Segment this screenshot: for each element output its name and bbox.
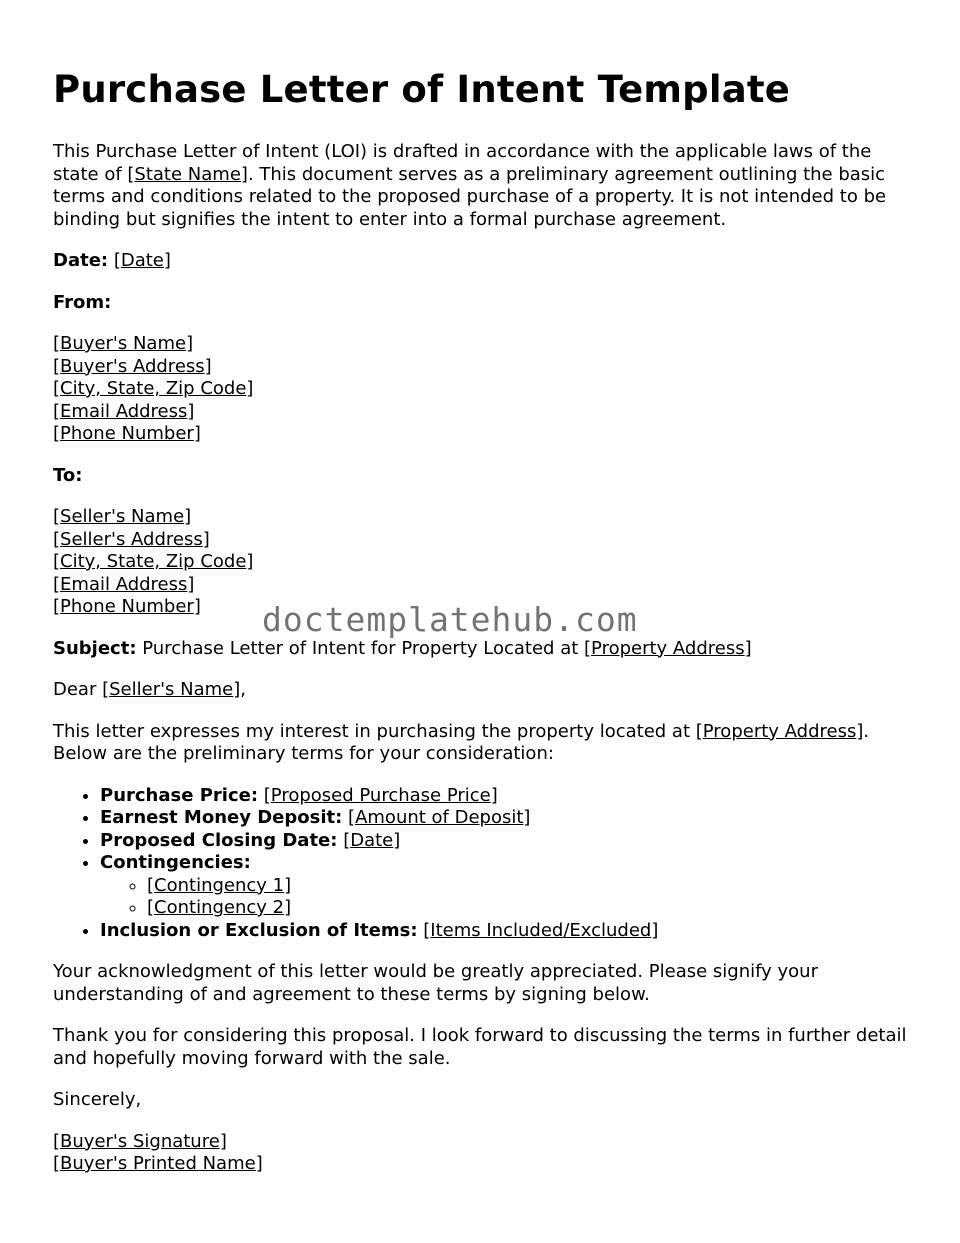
body-paragraph-2: Your acknowledgment of this letter would be greatly appreciated. Please signify your understanding of and agreement to these terms by signing below.	[53, 961, 818, 1005]
closing-line: Sincerely,	[53, 1089, 142, 1110]
earnest-money-placeholder: Amount of Deposit	[355, 807, 524, 828]
buyer-city-placeholder: City, State, Zip Code	[60, 378, 247, 399]
from-label: From:	[53, 291, 112, 313]
buyer-printed-name-placeholder: Buyer's Printed Name	[60, 1153, 256, 1174]
seller-email-placeholder: Email Address	[60, 573, 188, 595]
term-earnest-money: • Earnest Money Deposit: [Amount of Deposit]	[100, 807, 913, 830]
term-contingencies	[100, 852, 913, 920]
purchase-price-placeholder: Proposed Purchase Price	[270, 784, 491, 806]
term-purchase-price: • Purchase Price: [Proposed Purchase Price]	[100, 785, 913, 808]
to-address-block: [Seller's Name] [Seller's Address] [City, State, Zip Code] [Email Address] [Phone Number]	[53, 506, 254, 617]
intro-paragraph: This Purchase Letter of Intent (LOI) is drafted in accordance with the applicable laws of the state of [State Name]. This document serves as a preliminary agreement outlining the basic terms and conditions related to the proposed purchase of a property. It is not intended to be binding but signifies the intent to enter into a formal purchase agreement.	[53, 141, 887, 230]
body1-property-placeholder: Property Address	[702, 720, 857, 742]
watermark: doctemplatehub.com	[262, 600, 638, 639]
seller-city-placeholder: City, State, Zip Code	[60, 551, 247, 572]
salutation-suffix: ,	[240, 679, 247, 700]
buyer-phone-placeholder: Phone Number	[60, 423, 194, 444]
seller-address-placeholder: Seller's Address	[60, 528, 203, 550]
seller-name-placeholder: Seller's Name	[60, 506, 185, 527]
page-title: Purchase Letter of Intent Template	[53, 68, 791, 111]
state-name-placeholder: State Name	[134, 163, 241, 185]
from-label-line	[53, 292, 913, 315]
subject-line: Subject: Purchase Letter of Intent for Property Located at [Property Address]	[53, 637, 752, 659]
signature-block: [Buyer's Signature] [Buyer's Printed Name]	[53, 1130, 263, 1174]
from-address-block: [Buyer's Name] [Buyer's Address] [City, State, Zip Code] [Email Address] [Phone Number]	[53, 333, 254, 444]
closing-date-placeholder: Date	[350, 829, 394, 851]
body-paragraph-3: Thank you for considering this proposal. I look forward to discussing the terms in further detail and hopefully moving forward with the sale.	[53, 1025, 907, 1069]
closing-date-label: Proposed Closing Date:	[100, 829, 338, 851]
term-inclusion-exclusion: • Inclusion or Exclusion of Items: [Items Included/Excluded]	[100, 920, 913, 943]
body-paragraph-1: This letter expresses my interest in purchasing the property located at [Property Address]. Below are the preliminary terms for your consideration:	[53, 720, 870, 764]
intro-text-1: This Purchase Letter of Intent (LOI) is drafted in accordance with the applicable laws of the state of	[53, 141, 872, 185]
terms-list	[53, 785, 913, 943]
date-line: Date: [Date]	[53, 250, 171, 271]
purchase-price-label: Purchase Price:	[100, 784, 259, 806]
contingencies-list	[100, 875, 913, 920]
contingency-2-placeholder: Contingency 2	[154, 897, 285, 918]
contingencies-label: Contingencies:	[100, 852, 251, 873]
buyer-signature-placeholder: Buyer's Signature	[60, 1130, 220, 1152]
salutation-seller-placeholder: Seller's Name	[109, 679, 234, 700]
subject-label: Subject:	[53, 637, 137, 659]
to-label-line	[53, 465, 913, 488]
contingency-item: ◦ [Contingency 2]	[147, 897, 913, 920]
term-closing-date: • Proposed Closing Date: [Date]	[100, 830, 913, 853]
subject-property-placeholder: Property Address	[591, 637, 745, 659]
seller-phone-placeholder: Phone Number	[60, 596, 194, 617]
subject-text: Purchase Letter of Intent for Property Located at	[136, 637, 585, 659]
to-label: To:	[53, 464, 83, 486]
buyer-email-placeholder: Email Address	[60, 400, 188, 422]
inclusion-placeholder: Items Included/Excluded	[430, 919, 652, 941]
document-page	[53, 66, 913, 1195]
buyer-name-placeholder: Buyer's Name	[60, 333, 187, 354]
body1-text-1: This letter expresses my interest in purchasing the property located at	[53, 720, 696, 742]
buyer-address-placeholder: Buyer's Address	[60, 355, 205, 377]
salutation-prefix: Dear	[53, 679, 103, 700]
earnest-money-label: Earnest Money Deposit:	[100, 807, 343, 828]
intro-text-2: . This document serves as a preliminary agreement outlining the basic terms and conditions related to the proposed purchase of a property. It is not intended to be binding but signifies the intent to enter into a formal purchase agreement.	[53, 163, 887, 230]
contingency-item: ◦ [Contingency 1]	[147, 875, 913, 898]
body1-text-2: . Below are the preliminary terms for your consideration:	[53, 720, 870, 764]
salutation: Dear [Seller's Name],	[53, 679, 247, 700]
inclusion-label: Inclusion or Exclusion of Items:	[100, 919, 418, 941]
contingency-1-placeholder: Contingency 1	[154, 874, 285, 896]
date-placeholder: Date	[120, 250, 164, 271]
date-label: Date:	[53, 250, 109, 271]
